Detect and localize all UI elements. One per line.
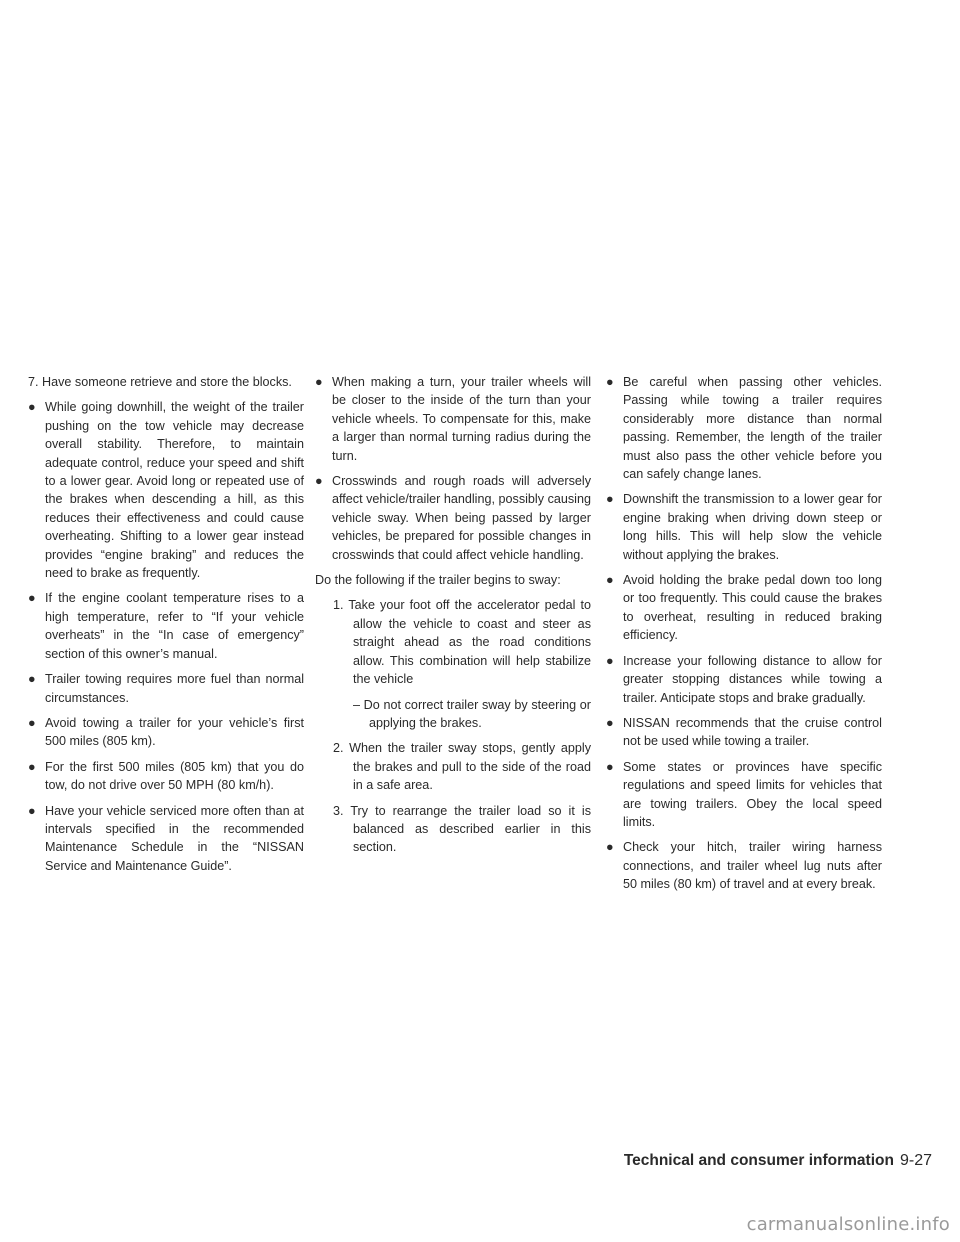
bullet-icon: ●	[606, 375, 614, 389]
bullet-icon: ●	[28, 672, 36, 687]
bullet-icon: ●	[28, 759, 36, 774]
bullet-icon: ●	[606, 573, 614, 588]
column-middle	[315, 373, 591, 864]
bullet-icon: ●	[606, 653, 614, 668]
list-item: ● Have your vehicle serviced more often than at intervals specified in the recommended Maintenance Schedule in the “NISSAN Service and Maintenance Guide”.	[28, 803, 304, 873]
list-item: ● Trailer towing requires more fuel than normal circumstances.	[28, 672, 304, 705]
list-item: ● Be careful when passing other vehicles. Passing while towing a trailer requires considerably more distance than normal passing. Remember, the length of the trailer must also pass the other vehicle before you can safely change lanes.	[606, 375, 882, 482]
column-right	[606, 373, 882, 901]
sway-step-1-note: – Do not correct trailer sway by steering or applying the brakes.	[353, 697, 591, 730]
sway-intro: Do the following if the trailer begins to sway:	[315, 573, 561, 588]
list-item: ● Avoid holding the brake pedal down too long or too frequently. This could cause the brakes to overheat, resulting in reduced braking efficiency.	[606, 573, 882, 643]
list-item: ● Check your hitch, trailer wiring harness connections, and trailer wheel lug nuts after 50 miles (80 km) of travel and at every break.	[606, 840, 882, 892]
column-left	[28, 373, 304, 882]
list-item: ● If the engine coolant temperature rises to a high temperature, refer to “If your vehicle overheats” in the “In case of emergency” section of this owner’s manual.	[28, 591, 304, 661]
page-footer	[624, 1152, 932, 1170]
list-item: ● Avoid towing a trailer for your vehicle’s first 500 miles (805 km).	[28, 715, 304, 749]
list-item: ● Some states or provinces have specific regulations and speed limits for vehicles that are towing trailers. Obey the local speed limits.	[606, 759, 882, 829]
list-item: ● When making a turn, your trailer wheels will be closer to the inside of the turn than your vehicle wheels. To compensate for this, make a larger than normal turning radius during the turn.	[315, 375, 591, 463]
list-item: ● NISSAN recommends that the cruise control not be used while towing a trailer.	[606, 715, 882, 749]
bullet-icon: ●	[606, 840, 614, 855]
bullet-icon: ●	[28, 400, 36, 415]
bullet-icon: ●	[28, 591, 36, 606]
sway-step-3: 3. Try to rearrange the trailer load so it is balanced as described earlier in this section.	[333, 803, 591, 855]
bullet-icon: ●	[606, 715, 614, 730]
step-7: 7. Have someone retrieve and store the blocks.	[28, 375, 292, 389]
list-item: ● Increase your following distance to allow for greater stopping distances while towing a trailer. Anticipate stops and brake gradually.	[606, 653, 882, 705]
list-item: ● For the first 500 miles (805 km) that you do tow, do not drive over 50 MPH (80 km/h).	[28, 759, 304, 793]
bullet-icon: ●	[315, 474, 323, 489]
bullet-icon: ●	[28, 715, 36, 730]
list-item: ● Downshift the transmission to a lower gear for engine braking when driving down steep or long hills. This will help slow the vehicle without applying the brakes.	[606, 492, 882, 562]
bullet-icon: ●	[606, 492, 614, 507]
sway-step-2: 2. When the trailer sway stops, gently apply the brakes and pull to the side of the road in a safe area.	[333, 741, 591, 793]
bullet-icon: ●	[28, 803, 36, 818]
list-item: ● Crosswinds and rough roads will adversely affect vehicle/trailer handling, possibly causing vehicle sway. When being passed by larger vehicles, be prepared for possible changes in crosswinds that could affect vehicle handling.	[315, 474, 591, 562]
sway-step-1: 1. Take your foot off the accelerator pedal to allow the vehicle to coast and steer as straight ahead as the road conditions allow. This combination will help stabilize the vehicle	[333, 598, 591, 687]
list-item: ● While going downhill, the weight of the trailer pushing on the tow vehicle may decrease overall stability. Therefore, to maintain adequate control, reduce your speed and shift to a lower gear. Avoid long or repeated use of the brakes when descending a hill, as this reduces their effectiveness and could cause overheating. Shifting to a lower gear instead provides “engine braking” and reduces the need to brake as frequently.	[28, 400, 304, 581]
bullet-icon: ●	[606, 759, 614, 774]
watermark: carmanualsonline.info	[746, 1214, 950, 1235]
page-number: 9-27	[899, 1152, 932, 1169]
bullet-icon: ●	[315, 375, 323, 389]
section-title: Technical and consumer information	[623, 1152, 894, 1169]
